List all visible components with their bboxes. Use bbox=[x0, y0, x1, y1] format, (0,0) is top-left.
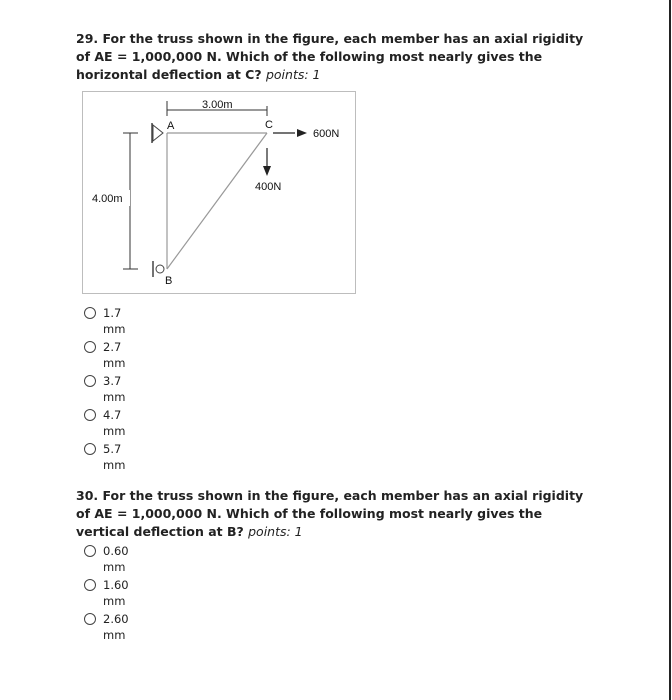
radio-button[interactable] bbox=[84, 613, 96, 625]
truss-figure bbox=[82, 91, 356, 294]
option-value: 5.7 bbox=[103, 442, 122, 456]
page-edge bbox=[669, 0, 671, 700]
pin-support-a bbox=[153, 125, 163, 141]
question-30-text bbox=[76, 487, 596, 541]
radio-button[interactable] bbox=[84, 307, 96, 319]
question-body: For the truss shown in the figure, each member has an axial rigidity of AE = 1,000,000 N. Which of the following most nearly gives the horizontal deflection at C? bbox=[76, 31, 584, 82]
option-value: 1.7 bbox=[103, 306, 122, 320]
radio-button[interactable] bbox=[84, 409, 96, 421]
points-label: points: 1 bbox=[248, 524, 303, 539]
question-30 bbox=[76, 487, 596, 541]
option-value: 2.7 bbox=[103, 340, 122, 354]
option-value: 1.60 bbox=[103, 578, 129, 592]
option-value: 2.60 bbox=[103, 612, 129, 626]
option-unit: mm bbox=[103, 322, 126, 336]
option-value: 3.7 bbox=[103, 374, 122, 388]
option-value: 0.60 bbox=[103, 544, 129, 558]
arrowhead-right bbox=[297, 129, 307, 137]
option-unit: mm bbox=[103, 356, 126, 370]
option-unit: mm bbox=[103, 560, 126, 574]
option-unit: mm bbox=[103, 390, 126, 404]
radio-button[interactable] bbox=[84, 443, 96, 455]
radio-button[interactable] bbox=[84, 375, 96, 387]
radio-button[interactable] bbox=[84, 341, 96, 353]
node-b-label: B bbox=[165, 275, 173, 287]
height-dimension-label: 4.00m bbox=[92, 193, 123, 205]
roller-support-b bbox=[156, 265, 164, 273]
option-unit: mm bbox=[103, 424, 126, 438]
question-body: For the truss shown in the figure, each member has an axial rigidity of AE = 1,000,000 N. Which of the following most nearly gives the vertical deflection at B? bbox=[76, 488, 584, 539]
arrowhead-down bbox=[263, 166, 271, 176]
width-dimension-label: 3.00m bbox=[202, 99, 233, 111]
radio-button[interactable] bbox=[84, 579, 96, 591]
points-label: points: 1 bbox=[265, 67, 321, 82]
node-c-label: C bbox=[265, 119, 273, 131]
horizontal-load-label: 600N bbox=[313, 128, 340, 140]
option-unit: mm bbox=[103, 594, 126, 608]
radio-button[interactable] bbox=[84, 545, 96, 557]
question-number: 30. bbox=[76, 488, 99, 503]
node-a-label: A bbox=[167, 120, 175, 132]
option-value: 4.7 bbox=[103, 408, 122, 422]
question-number: 29. bbox=[76, 31, 99, 46]
option-unit: mm bbox=[103, 458, 126, 472]
question-29-text bbox=[76, 30, 596, 84]
member-bc bbox=[167, 133, 267, 269]
truss-diagram bbox=[83, 92, 355, 293]
option-unit: mm bbox=[103, 628, 126, 642]
question-29 bbox=[76, 30, 596, 84]
vertical-load-label: 400N bbox=[255, 181, 282, 193]
